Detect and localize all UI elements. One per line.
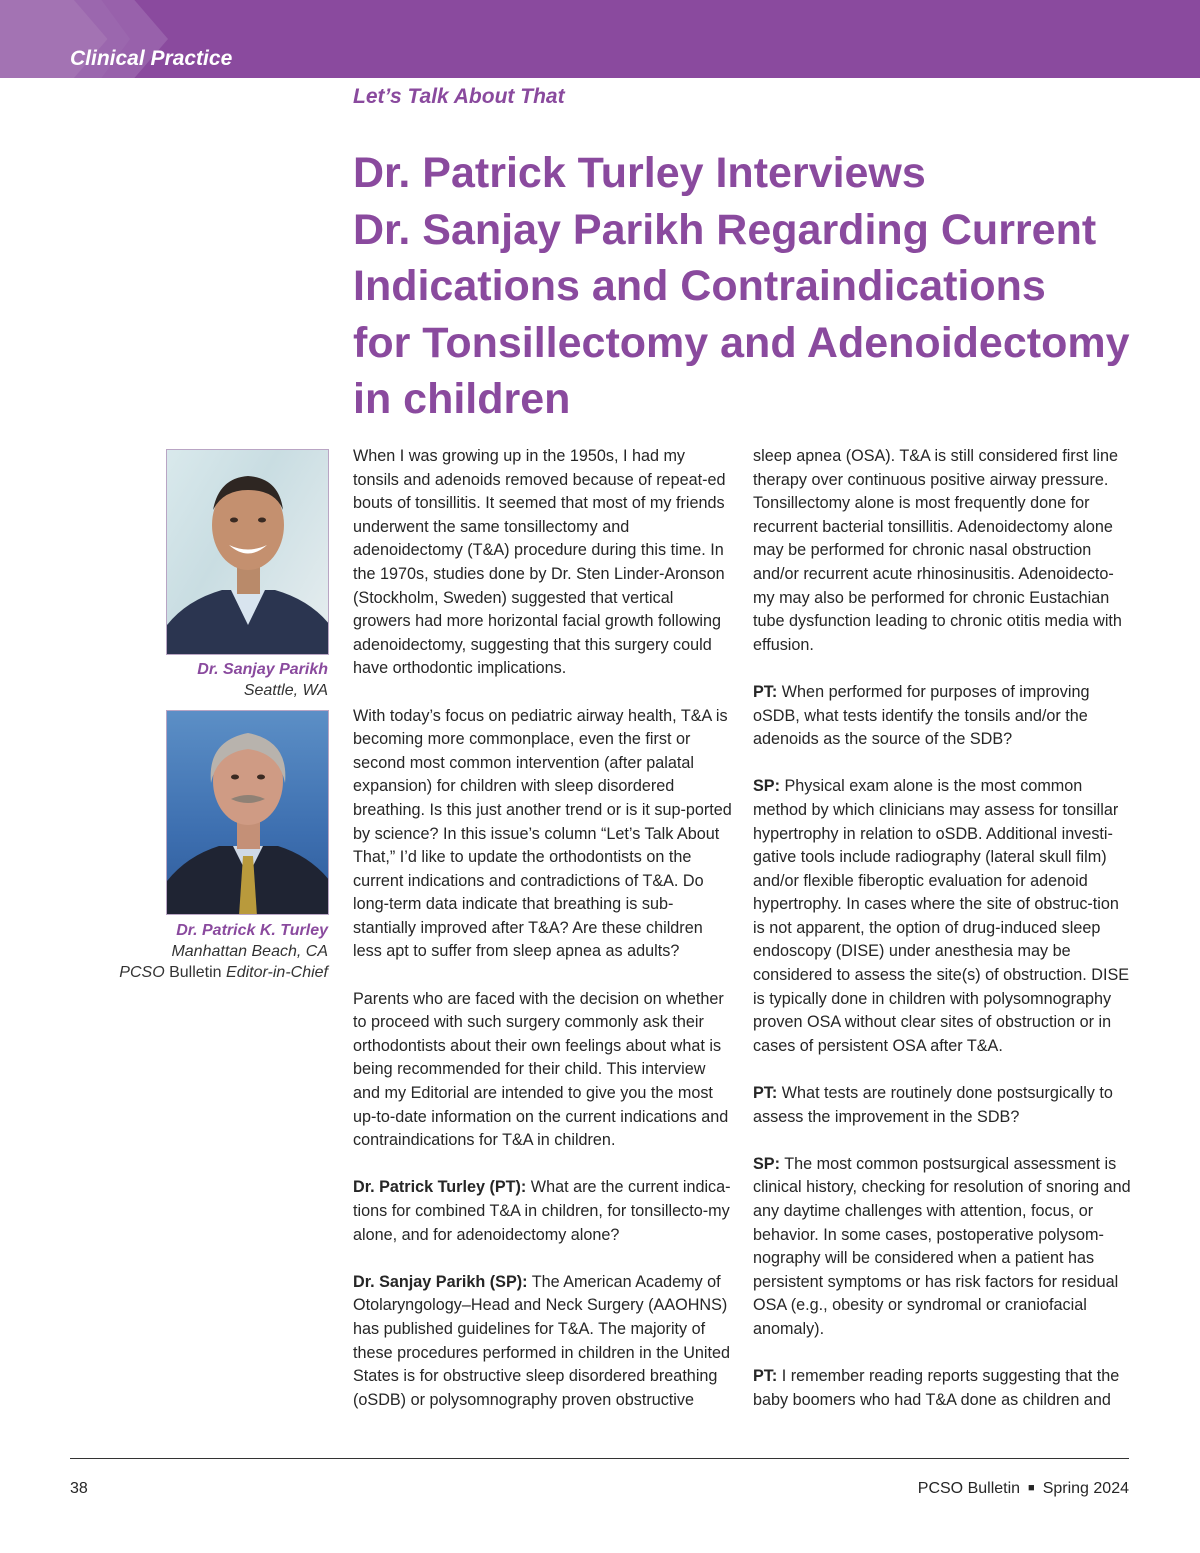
footer-publication: [918, 1480, 1129, 1498]
speaker-label: PT:: [753, 1367, 778, 1386]
article-column-1: [353, 445, 733, 1412]
article-column-2: [753, 445, 1133, 1412]
paragraph: When I was growing up in the 1950s, I had my tonsils and adenoids removed because of repeat-ed bouts of tonsillitis. It seemed that most of my friends underwent the same tonsillectomy and adenoidectomy (T&A) procedure during this time. In the 1970s, studies done by Dr. Sten Linder-Aronson (Stockholm, Sweden) suggested that vertical growers had more horizontal facial growth following adenoidectomy, suggesting that this surgery could have orthodontic implications.: [353, 447, 726, 678]
role-bulletin: Bulletin: [169, 964, 222, 981]
caption-role: [119, 962, 328, 983]
question-paragraph: [753, 1082, 1133, 1129]
speaker-label: PT:: [753, 1084, 778, 1103]
question-text: When performed for purposes of improving oSDB, what tests identify the tonsils and/or the adenoids as the source of the SDB?: [753, 682, 1090, 749]
title-line: Dr. Sanjay Parikh Regarding Current: [353, 205, 1097, 254]
portrait-photo-parikh: [166, 449, 329, 655]
footer-divider: [70, 1458, 1129, 1459]
role-title: Editor-in-Chief: [226, 964, 328, 981]
photo-caption-parikh: [197, 659, 328, 701]
title-line: Dr. Patrick Turley Interviews: [353, 149, 926, 197]
separator-icon: ■: [1028, 1482, 1035, 1494]
answer-text: The American Academy of Otolaryngology–Head and Neck Surgery (AAOHNS) has published guidelines for T&A. The majority of these procedures performed in children in the United States is for obstructive sleep disordered breathing (oSDB) or polysomnography proven obstructive: [353, 1272, 731, 1409]
caption-name: Dr. Sanjay Parikh: [197, 661, 328, 678]
portrait-photo-turley: [166, 710, 329, 915]
answer-text: The most common postsurgical assessment is clinical history, checking for resolution of snoring and any daytime challenges with attention, focus, or behavior. In some cases, postoperative polysom-nography will be considered when a patient has persistent symptoms or has risk factors for residual OSA (e.g., obesity or syndromal or craniofacial anomaly).: [753, 1154, 1131, 1338]
question-paragraph: [753, 1365, 1133, 1412]
question-paragraph: [753, 681, 1133, 752]
speaker-label: SP:: [753, 777, 780, 796]
page-number: 38: [70, 1480, 88, 1497]
answer-text: Physical exam alone is the most common method by which clinicians may assess for tonsillar hypertrophy in relation to oSDB. Additional investi-gative tools include radiography (lateral skull film) and/or flexible fiberoptic evaluation for adenoid hypertrophy. In cases where the site of obstruc-tion is not apparent, the option of drug-induced sleep endoscopy (DISE) under anesthesia may be considered to assess the site(s) of obstruction. DISE is typically done in children with polysomnography proven OSA without clear sites of obstruction or in cases of persistent OSA after T&A.: [753, 777, 1130, 1055]
paragraph: Parents who are faced with the decision on whether to proceed with such surgery commonly ask their orthodontists about their own feelings about what is being recommended for their child. This interview and my Editorial are intended to give you the most up-to-date information on the current indications and contraindications for T&A in children.: [353, 989, 729, 1150]
portrait-icon: [167, 450, 329, 655]
answer-paragraph: [353, 1271, 733, 1413]
question-paragraph: [353, 1176, 733, 1247]
speaker-label: Dr. Patrick Turley (PT):: [353, 1178, 527, 1197]
speaker-label: PT:: [753, 682, 778, 701]
title-line: Indications and Contraindications: [353, 262, 1046, 310]
question-text: What tests are routinely done postsurgically to assess the improvement in the SDB?: [753, 1084, 1113, 1126]
answer-paragraph: [753, 775, 1133, 1058]
title-line: for Tonsillectomy and Adenoidectomy: [353, 318, 1130, 367]
publication-name: PCSO Bulletin: [917, 1480, 1021, 1497]
portrait-icon: [167, 711, 329, 915]
paragraph: sleep apnea (OSA). T&A is still considered first line therapy over continuous positive airway pressure. Tonsillectomy alone is most frequently done for recurrent bacterial tonsillitis. Adenoidectomy alone may be performed for chronic nasal obstruction and/or recurrent acute rhinosinusitis. Adenoidecto-my may also be performed for chronic Eustachian tube dysfunction leading to chronic otitis media with effusion.: [753, 447, 1122, 654]
column-kicker: Let’s Talk About That: [353, 85, 565, 108]
caption-location: Seattle, WA: [243, 682, 328, 699]
issue-label: Spring 2024: [1042, 1480, 1129, 1497]
paragraph: With today’s focus on pediatric airway health, T&A is becoming more commonplace, even the first or second most common intervention (after palatal expansion) for children with sleep disordered breathing. Is this just another trend or is it sup-ported by science? In this issue’s column “Let’s Talk About That,” I’d like to update the orthodontists on the current indications and contradictions of T&A. Do long-term data indicate that breathing is sub-stantially improved after T&A? Are these children less apt to suffer from sleep apnea as adults?: [353, 706, 732, 961]
section-label: Clinical Practice: [70, 47, 233, 70]
role-publication: PCSO: [119, 964, 165, 981]
title-line: in children: [353, 375, 571, 423]
caption-location: Manhattan Beach, CA: [171, 943, 328, 960]
speaker-label: SP:: [753, 1154, 780, 1173]
header-band: [0, 0, 1200, 78]
question-text: I remember reading reports suggesting that the baby boomers who had T&A done as children and: [753, 1367, 1120, 1409]
article-title: [353, 145, 1173, 428]
question-text: What are the current indica-tions for combined T&A in children, for tonsillecto-my alone, and for adenoidectomy alone?: [353, 1178, 731, 1244]
photo-caption-turley: [119, 920, 328, 983]
speaker-label: Dr. Sanjay Parikh (SP):: [353, 1272, 528, 1291]
caption-name: Dr. Patrick K. Turley: [176, 922, 328, 939]
answer-paragraph: [753, 1153, 1133, 1342]
